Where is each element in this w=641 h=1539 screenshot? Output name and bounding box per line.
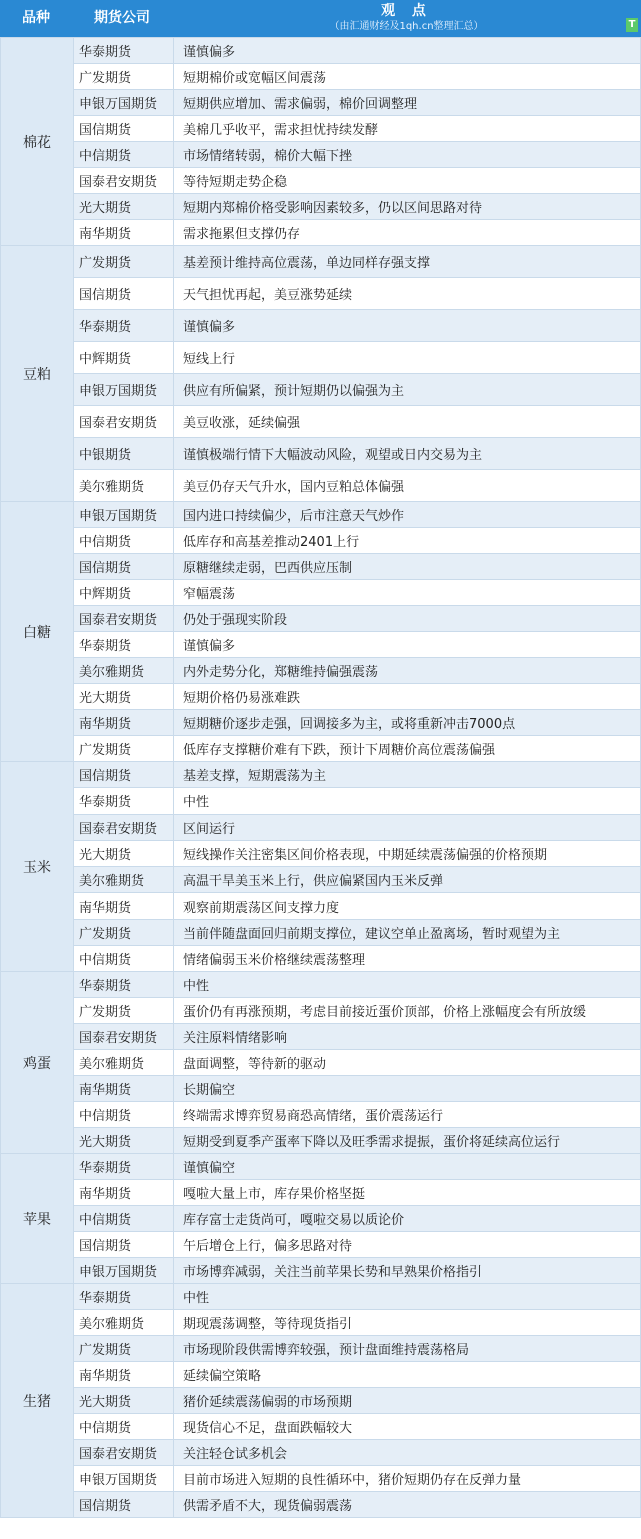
company-cell: 中信期货 — [74, 528, 174, 554]
table-row — [1, 632, 641, 658]
company-cell: 国泰君安期货 — [74, 168, 174, 194]
table-row — [1, 814, 641, 840]
category-cell: 玉米 — [1, 762, 74, 972]
company-cell: 国信期货 — [74, 278, 174, 310]
table-row — [1, 168, 641, 194]
opinion-cell: 窄幅震荡 — [174, 580, 641, 606]
opinion-cell: 低库存和高基差推动2401上行 — [174, 528, 641, 554]
table-row — [1, 606, 641, 632]
company-cell: 南华期货 — [74, 1362, 174, 1388]
opinion-cell: 观察前期震荡区间支撑力度 — [174, 893, 641, 919]
company-cell: 国信期货 — [74, 762, 174, 788]
category-cell: 生猪 — [1, 1284, 74, 1518]
opinion-cell: 中性 — [174, 1284, 641, 1310]
table-row — [1, 1310, 641, 1336]
company-cell: 美尔雅期货 — [74, 470, 174, 502]
company-cell: 申银万国期货 — [74, 374, 174, 406]
table-row — [1, 788, 641, 814]
table-row — [1, 374, 641, 406]
opinion-cell: 区间运行 — [174, 814, 641, 840]
brand-logo-icon: T — [626, 18, 638, 32]
opinion-cell: 短期供应增加、需求偏弱，棉价回调整理 — [174, 90, 641, 116]
category-cell: 棉花 — [1, 38, 74, 246]
company-cell: 广发期货 — [74, 736, 174, 762]
company-cell: 南华期货 — [74, 710, 174, 736]
company-cell: 华泰期货 — [74, 38, 174, 64]
opinion-cell: 延续偏空策略 — [174, 1362, 641, 1388]
company-cell: 国泰君安期货 — [74, 1024, 174, 1050]
opinion-cell: 原糖继续走弱，巴西供应压制 — [174, 554, 641, 580]
company-cell: 国泰君安期货 — [74, 1440, 174, 1466]
table-row — [1, 867, 641, 893]
table-row — [1, 736, 641, 762]
table-row — [1, 1180, 641, 1206]
opinion-cell: 谨慎偏多 — [174, 632, 641, 658]
opinion-cell: 长期偏空 — [174, 1076, 641, 1102]
table-row — [1, 1076, 641, 1102]
category-cell: 鸡蛋 — [1, 972, 74, 1154]
table-row — [1, 470, 641, 502]
opinion-cell: 短期棉价或宽幅区间震荡 — [174, 64, 641, 90]
company-cell: 光大期货 — [74, 194, 174, 220]
category-cell: 苹果 — [1, 1154, 74, 1284]
opinion-cell: 短期价格仍易涨难跌 — [174, 684, 641, 710]
table-row — [1, 710, 641, 736]
table-row — [1, 998, 641, 1024]
company-cell: 光大期货 — [74, 1388, 174, 1414]
opinion-cell: 低库存支撑糖价难有下跌，预计下周糖价高位震荡偏强 — [174, 736, 641, 762]
opinion-cell: 嘎啦大量上市，库存果价格坚挺 — [174, 1180, 641, 1206]
table-row — [1, 1128, 641, 1154]
table-row — [1, 438, 641, 470]
company-cell: 国信期货 — [74, 554, 174, 580]
table-row — [1, 684, 641, 710]
opinion-cell: 基差支撑，短期震荡为主 — [174, 762, 641, 788]
opinion-cell: 需求拖累但支撑仍存 — [174, 220, 641, 246]
futures-opinion-table — [0, 37, 641, 1518]
opinion-cell: 终端需求博弈贸易商恐高情绪，蛋价震荡运行 — [174, 1102, 641, 1128]
table-row — [1, 1232, 641, 1258]
opinion-cell: 关注轻仓试多机会 — [174, 1440, 641, 1466]
company-cell: 中辉期货 — [74, 580, 174, 606]
company-cell: 光大期货 — [74, 1128, 174, 1154]
table-row — [1, 658, 641, 684]
table-row — [1, 1258, 641, 1284]
opinion-cell: 市场博弈减弱，关注当前苹果长势和早熟果价格指引 — [174, 1258, 641, 1284]
table-row — [1, 1154, 641, 1180]
company-cell: 华泰期货 — [74, 1154, 174, 1180]
opinion-cell: 蛋价仍有再涨预期，考虑目前接近蛋价顶部，价格上涨幅度会有所放缓 — [174, 998, 641, 1024]
opinion-cell: 美豆仍存天气升水，国内豆粕总体偏强 — [174, 470, 641, 502]
company-cell: 广发期货 — [74, 246, 174, 278]
table-row — [1, 278, 641, 310]
opinion-cell: 国内进口持续偏少，后市注意天气炒作 — [174, 502, 641, 528]
company-cell: 国信期货 — [74, 1492, 174, 1518]
company-cell: 美尔雅期货 — [74, 658, 174, 684]
opinion-cell: 谨慎偏多 — [174, 310, 641, 342]
table-row — [1, 893, 641, 919]
table-row — [1, 1388, 641, 1414]
company-cell: 中信期货 — [74, 1206, 174, 1232]
company-cell: 广发期货 — [74, 1336, 174, 1362]
opinion-cell: 短线上行 — [174, 342, 641, 374]
opinion-cell: 谨慎极端行情下大幅波动风险，观望或日内交易为主 — [174, 438, 641, 470]
table-row — [1, 1492, 641, 1518]
company-cell: 美尔雅期货 — [74, 1310, 174, 1336]
table-row — [1, 554, 641, 580]
opinion-cell: 午后增仓上行，偏多思路对待 — [174, 1232, 641, 1258]
company-cell: 光大期货 — [74, 840, 174, 866]
table-row — [1, 194, 641, 220]
company-cell: 广发期货 — [74, 64, 174, 90]
company-cell: 南华期货 — [74, 1076, 174, 1102]
company-cell: 中银期货 — [74, 438, 174, 470]
company-cell: 华泰期货 — [74, 1284, 174, 1310]
table-row — [1, 64, 641, 90]
table-row — [1, 246, 641, 278]
table-row — [1, 580, 641, 606]
table-row — [1, 406, 641, 438]
table-row — [1, 90, 641, 116]
opinion-cell: 中性 — [174, 972, 641, 998]
table-row — [1, 1362, 641, 1388]
company-cell: 中信期货 — [74, 142, 174, 168]
company-cell: 国泰君安期货 — [74, 606, 174, 632]
table-row — [1, 1206, 641, 1232]
company-cell: 华泰期货 — [74, 972, 174, 998]
company-cell: 申银万国期货 — [74, 1258, 174, 1284]
table-row — [1, 1414, 641, 1440]
opinion-cell: 供需矛盾不大，现货偏弱震荡 — [174, 1492, 641, 1518]
company-cell: 中信期货 — [74, 1102, 174, 1128]
company-cell: 申银万国期货 — [74, 502, 174, 528]
opinion-cell: 仍处于强现实阶段 — [174, 606, 641, 632]
table-row — [1, 1102, 641, 1128]
opinion-cell: 现货信心不足，盘面跌幅较大 — [174, 1414, 641, 1440]
company-cell: 中信期货 — [74, 946, 174, 972]
company-cell: 申银万国期货 — [74, 90, 174, 116]
opinion-cell: 盘面调整，等待新的驱动 — [174, 1050, 641, 1076]
table-row — [1, 1440, 641, 1466]
company-cell: 华泰期货 — [74, 632, 174, 658]
company-cell: 美尔雅期货 — [74, 867, 174, 893]
table-row — [1, 38, 641, 64]
table-row — [1, 1284, 641, 1310]
table-row — [1, 342, 641, 374]
category-cell: 豆粕 — [1, 246, 74, 502]
table-row — [1, 310, 641, 342]
opinion-cell: 市场情绪转弱，棉价大幅下挫 — [174, 142, 641, 168]
header-company: 期货公司 — [94, 10, 150, 26]
table-row — [1, 528, 641, 554]
header-view — [172, 0, 641, 37]
opinion-cell: 美棉几乎收平，需求担忧持续发酵 — [174, 116, 641, 142]
company-cell: 中信期货 — [74, 1414, 174, 1440]
opinion-cell: 期现震荡调整，等待现货指引 — [174, 1310, 641, 1336]
opinion-cell: 短期内郑棉价格受影响因素较多，仍以区间思路对待 — [174, 194, 641, 220]
table-row — [1, 840, 641, 866]
opinion-cell: 市场现阶段供需博弈较强，预计盘面维持震荡格局 — [174, 1336, 641, 1362]
opinion-cell: 当前伴随盘面回归前期支撑位，建议空单止盈离场，暂时观望为主 — [174, 919, 641, 945]
opinion-cell: 关注原料情绪影响 — [174, 1024, 641, 1050]
table-row — [1, 972, 641, 998]
opinion-cell: 内外走势分化，郑糖维持偏强震荡 — [174, 658, 641, 684]
table-row — [1, 142, 641, 168]
company-cell: 申银万国期货 — [74, 1466, 174, 1492]
opinion-cell: 短期受到夏季产蛋率下降以及旺季需求提振，蛋价将延续高位运行 — [174, 1128, 641, 1154]
category-cell: 白糖 — [1, 502, 74, 762]
opinion-cell: 目前市场进入短期的良性循环中，猪价短期仍存在反弹力量 — [174, 1466, 641, 1492]
company-cell: 光大期货 — [74, 684, 174, 710]
opinion-cell: 谨慎偏多 — [174, 38, 641, 64]
company-cell: 国泰君安期货 — [74, 814, 174, 840]
company-cell: 南华期货 — [74, 893, 174, 919]
opinion-cell: 美豆收涨，延续偏强 — [174, 406, 641, 438]
header-category: 品种 — [22, 10, 50, 26]
table-row — [1, 1024, 641, 1050]
opinion-cell: 基差预计维持高位震荡，单边同样存强支撑 — [174, 246, 641, 278]
company-cell: 国信期货 — [74, 116, 174, 142]
company-cell: 南华期货 — [74, 1180, 174, 1206]
company-cell: 华泰期货 — [74, 788, 174, 814]
table-row — [1, 502, 641, 528]
company-cell: 华泰期货 — [74, 310, 174, 342]
table-row — [1, 1050, 641, 1076]
table-header — [0, 0, 641, 38]
opinion-cell: 天气担忧再起，美豆涨势延续 — [174, 278, 641, 310]
table-row — [1, 116, 641, 142]
table-row — [1, 1336, 641, 1362]
company-cell: 国泰君安期货 — [74, 406, 174, 438]
company-cell: 中辉期货 — [74, 342, 174, 374]
company-cell: 美尔雅期货 — [74, 1050, 174, 1076]
table-row — [1, 919, 641, 945]
opinion-cell: 高温干旱美玉米上行，供应偏紧国内玉米反弹 — [174, 867, 641, 893]
header-view-title: 观 点 — [381, 3, 432, 19]
opinion-cell: 短线操作关注密集区间价格表现，中期延续震荡偏强的价格预期 — [174, 840, 641, 866]
company-cell: 国信期货 — [74, 1232, 174, 1258]
company-cell: 南华期货 — [74, 220, 174, 246]
opinion-cell: 中性 — [174, 788, 641, 814]
opinion-cell: 猪价延续震荡偏弱的市场预期 — [174, 1388, 641, 1414]
table-row — [1, 220, 641, 246]
opinion-cell: 供应有所偏紧，预计短期仍以偏强为主 — [174, 374, 641, 406]
company-cell: 广发期货 — [74, 998, 174, 1024]
table-row — [1, 1466, 641, 1492]
table-row — [1, 946, 641, 972]
company-cell: 广发期货 — [74, 919, 174, 945]
opinion-cell: 等待短期走势企稳 — [174, 168, 641, 194]
opinion-cell: 短期糖价逐步走强，回调接多为主，或将重新冲击7000点 — [174, 710, 641, 736]
opinion-cell: 情绪偏弱玉米价格继续震荡整理 — [174, 946, 641, 972]
table-row — [1, 762, 641, 788]
header-view-subtitle: （由汇通财经及1qh.cn整理汇总） — [329, 21, 484, 32]
opinion-cell: 库存富士走货尚可，嘎啦交易以质论价 — [174, 1206, 641, 1232]
opinion-cell: 谨慎偏空 — [174, 1154, 641, 1180]
